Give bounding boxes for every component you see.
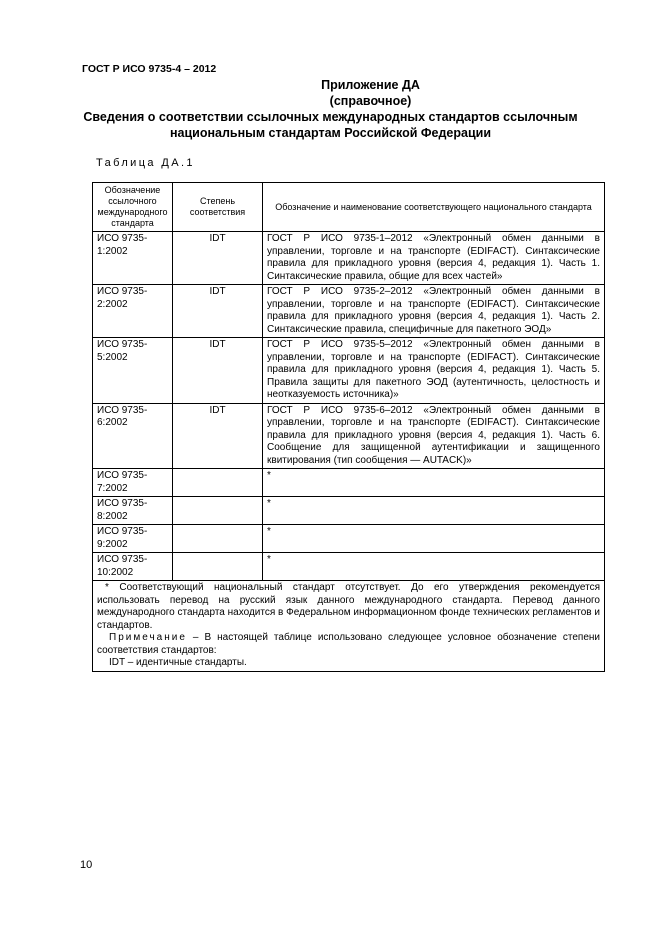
table-footer-row <box>93 581 605 672</box>
note-label: Примечание <box>109 632 187 643</box>
correspondence-table <box>92 182 605 672</box>
table-row <box>93 285 605 338</box>
appendix-title-block <box>0 77 661 141</box>
cell-degree: IDT <box>173 403 263 469</box>
cell-national: * <box>263 469 605 497</box>
cell-national: ГОСТ Р ИСО 9735-2–2012 «Электронный обмен данными в управлении, торговле и на транспорте (EDIFACT). Синтаксические правила для прикладного уровня (версия 4, редакция 1). Часть 2. Синтаксические правила, специфичные для пакетного ЭОД» <box>263 285 605 338</box>
appendix-subtitle-line1: Сведения о соответствии ссылочных международных стандартов ссылочным <box>83 110 578 124</box>
cell-ref: ИСО 9735-10:2002 <box>93 553 173 581</box>
table-row <box>93 232 605 285</box>
note-text: – В настоящей таблице использовано следующее условное обозначение степени соответствия стандартов: <box>97 632 600 656</box>
table-footer <box>93 581 605 672</box>
cell-national: ГОСТ Р ИСО 9735-5–2012 «Электронный обмен данными в управлении, торговле и на транспорте (EDIFACT). Синтаксические правила для прикладного уровня (версия 4, редакция 1). Часть 5. Правила защиты для пакетного ЭОД (аутентичность, целостность и неотказуемость источника)» <box>263 338 605 404</box>
cell-degree <box>173 469 263 497</box>
cell-degree: IDT <box>173 232 263 285</box>
appendix-title: Приложение ДА <box>321 78 420 92</box>
header-degree: Степень соответствия <box>173 183 263 232</box>
cell-national: ГОСТ Р ИСО 9735-1–2012 «Электронный обмен данными в управлении, торговле и на транспорте (EDIFACT). Синтаксические правила для прикладного уровня (версия 4, редакция 1). Часть 1. Синтаксические правила, общие для всех частей» <box>263 232 605 285</box>
cell-national: * <box>263 525 605 553</box>
table-caption: Таблица ДА.1 <box>96 157 195 169</box>
cell-ref: ИСО 9735-5:2002 <box>93 338 173 404</box>
cell-national: ГОСТ Р ИСО 9735-6–2012 «Электронный обмен данными в управлении, торговле и на транспорте (EDIFACT). Синтаксические правила для прикладного уровня (версия 4, редакция 1). Часть 6. Сообщение для защищенной аутентификации и защищенного квитирования (тип сообщения — AUTACK)» <box>263 403 605 469</box>
cell-degree <box>173 553 263 581</box>
table-row <box>93 553 605 581</box>
table-row <box>93 403 605 469</box>
cell-degree <box>173 497 263 525</box>
note <box>97 632 600 657</box>
appendix-type: (справочное) <box>329 94 412 108</box>
cell-ref: ИСО 9735-8:2002 <box>93 497 173 525</box>
cell-ref: ИСО 9735-1:2002 <box>93 232 173 285</box>
table-row <box>93 525 605 553</box>
table-header-row <box>93 183 605 232</box>
table-row <box>93 497 605 525</box>
cell-ref: ИСО 9735-9:2002 <box>93 525 173 553</box>
table-row <box>93 469 605 497</box>
note-idt-definition: IDT – идентичные стандарты. <box>109 657 247 668</box>
cell-degree: IDT <box>173 338 263 404</box>
cell-national: * <box>263 553 605 581</box>
cell-national: * <box>263 497 605 525</box>
page-number: 10 <box>80 859 93 871</box>
appendix-subtitle-line2: национальным стандартам Российской Федерации <box>169 126 492 140</box>
cell-ref: ИСО 9735-7:2002 <box>93 469 173 497</box>
document-header: ГОСТ Р ИСО 9735-4 – 2012 <box>82 63 217 75</box>
footnote: * Соответствующий национальный стандарт отсутствует. До его утверждения рекомендуется использовать перевод на русский язык данного международного стандарта. Перевод данного международного стандарта находится в Федеральном информационном фонде технических регламентов и стандартов. <box>97 582 600 631</box>
header-ref-standard: Обозначение ссылочного международного стандарта <box>93 183 173 232</box>
cell-ref: ИСО 9735-2:2002 <box>93 285 173 338</box>
header-national-standard: Обозначение и наименование соответствующего национального стандарта <box>263 183 605 232</box>
cell-degree <box>173 525 263 553</box>
table-row <box>93 338 605 404</box>
cell-degree: IDT <box>173 285 263 338</box>
cell-ref: ИСО 9735-6:2002 <box>93 403 173 469</box>
